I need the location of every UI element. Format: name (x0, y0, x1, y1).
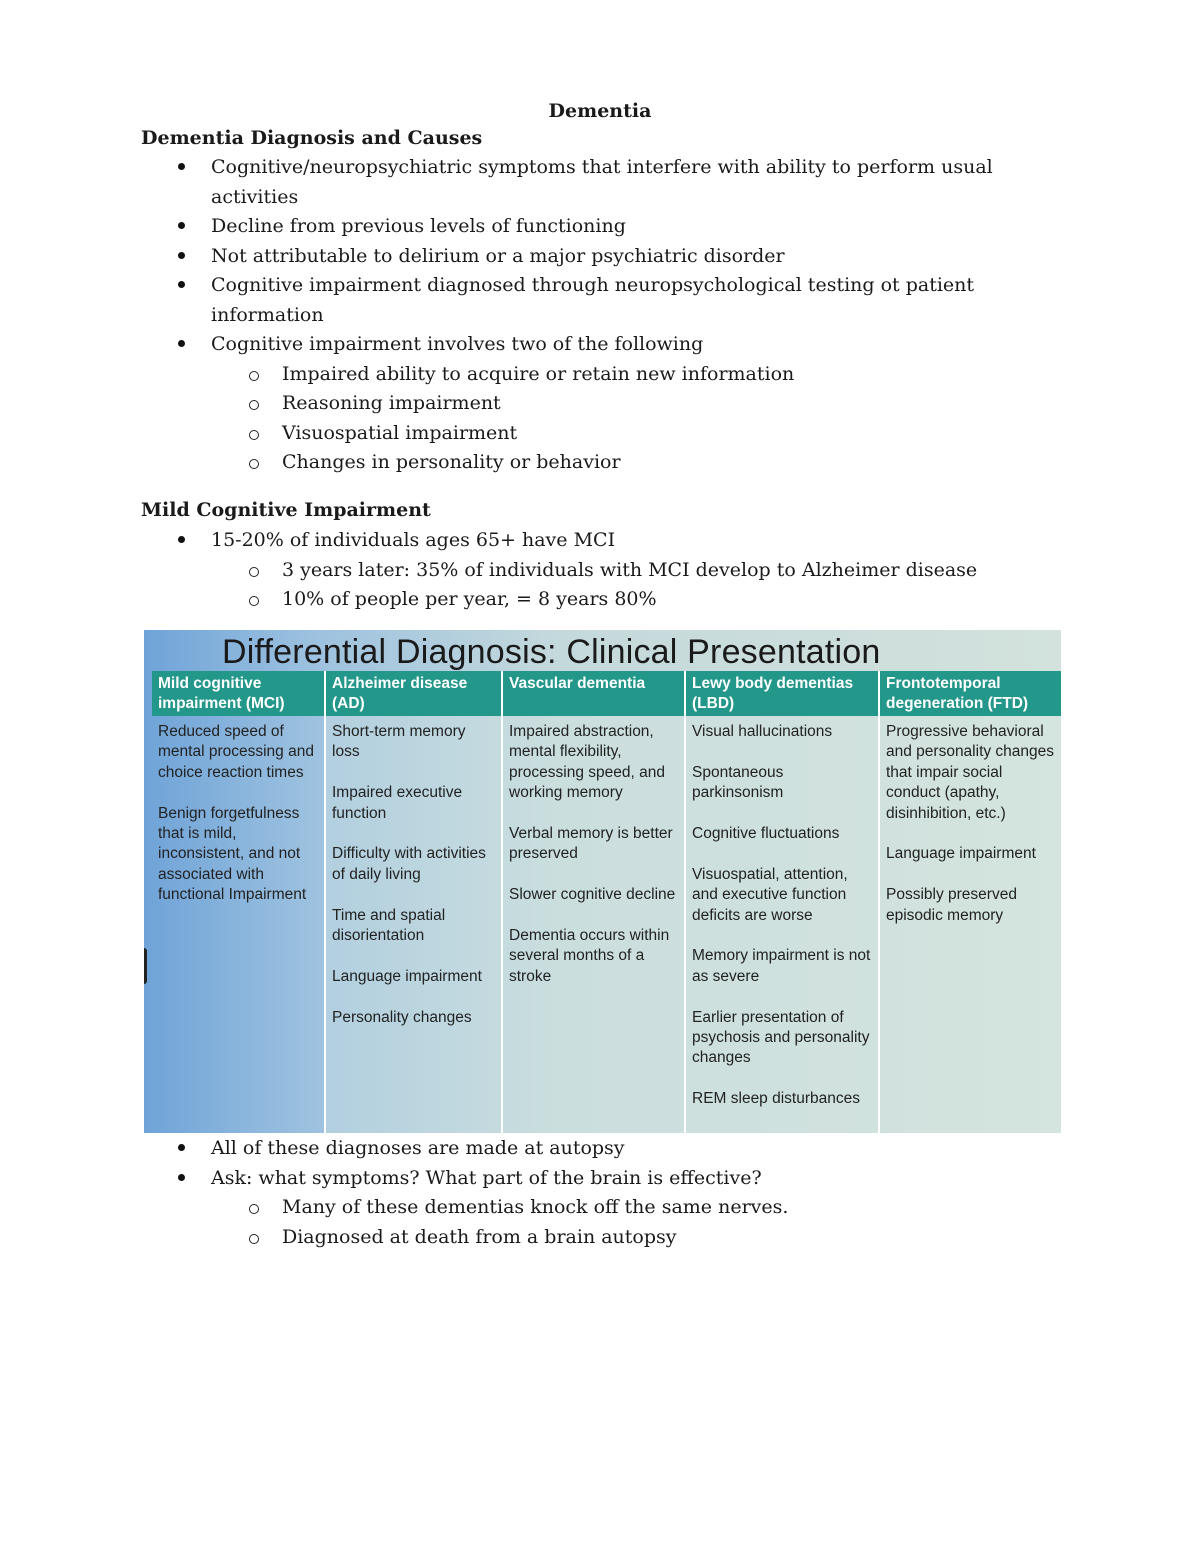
circle-bullet-icon (249, 1204, 259, 1214)
table-cell-item: REM sleep disturbances (692, 1090, 860, 1108)
list-item: Decline from previous levels of functioning (0, 212, 1001, 242)
differential-diagnosis-slide (144, 630, 1061, 1133)
list-item: 15-20% of individuals ages 65+ have MCI (0, 526, 1001, 556)
list-item: Ask: what symptoms? What part of the brain is effective? (0, 1164, 1001, 1194)
circle-bullet-icon (249, 430, 259, 440)
sub-list-item: Impaired ability to acquire or retain new information (0, 360, 1002, 390)
table-cell-item: Earlier presentation of psychosis and personality changes (692, 1008, 870, 1067)
page-title: Dementia (548, 100, 652, 122)
table-cell-item: Progressive behavioral and personality changes that impair social conduct (apathy, disinhibition, etc.) (886, 723, 1055, 822)
diagnosis-bullet-list (0, 153, 1200, 478)
column-ad (326, 716, 503, 1133)
table-cell-item: Reduced speed of mental processing and choice reaction times (158, 723, 314, 781)
table-cell-item: Language impairment (332, 967, 482, 985)
autopsy-bullet-list (0, 1134, 1200, 1252)
bullet-icon (178, 163, 185, 170)
table-cell-item: Cognitive fluctuations (692, 825, 840, 842)
list-item: All of these diagnoses are made at autopsy (0, 1134, 1001, 1164)
sub-list-item: 10% of people per year, = 8 years 80% (0, 585, 1002, 615)
table-cell-item: Possibly preserved episodic memory (886, 886, 1017, 924)
mci-bullet-list (0, 526, 1200, 615)
table-cell-item: Short-term memory loss (332, 723, 466, 761)
list-item: Cognitive/neuropsychiatric symptoms that interfere with ability to perform usual activities (0, 153, 1001, 212)
header-cell-mci: Mild cognitive impairment (MCI) (152, 671, 326, 716)
table-cell-item: Spontaneous parkinsonism (692, 763, 784, 802)
bullet-icon (178, 1144, 185, 1151)
bullet-icon (178, 281, 185, 288)
slide-table-body (152, 716, 1061, 1133)
slide-table-header (152, 671, 1061, 716)
table-cell-item: Impaired abstraction, mental flexibility, processing speed, and working memory (509, 723, 665, 802)
sub-list-item: 3 years later: 35% of individuals with MCI develop to Alzheimer disease (0, 556, 1002, 586)
header-cell-ftd: Frontotemporal degeneration (FTD) (886, 675, 1029, 712)
circle-bullet-icon (249, 371, 259, 381)
table-cell-item: Difficulty with activities of daily living (332, 845, 486, 883)
table-cell-item: Visuospatial, attention, and executive function deficits are worse (692, 865, 848, 924)
section-heading-diagnosis: Dementia Diagnosis and Causes (141, 127, 483, 149)
column-ftd (880, 716, 1061, 1133)
bullet-icon (178, 536, 185, 543)
table-cell-item: Dementia occurs within several months of a stroke (509, 927, 670, 985)
bullet-icon (178, 222, 185, 229)
column-vascular (503, 716, 686, 1133)
table-cell-item: Language impairment (886, 845, 1036, 863)
sub-list-item: Visuospatial impairment (0, 419, 1002, 449)
list-item: Cognitive impairment diagnosed through neuropsychological testing ot patient information (0, 271, 1001, 330)
sub-list-item: Many of these dementias knock off the same nerves. (0, 1193, 1002, 1223)
circle-bullet-icon (249, 567, 259, 577)
table-cell-item: Benign forgetfulness that is mild, inconsistent, and not associated with functional Impairment (158, 804, 307, 904)
table-cell-item: Personality changes (332, 1008, 472, 1026)
sub-list-item: Reasoning impairment (0, 389, 1002, 419)
sub-list-item: Changes in personality or behavior (0, 448, 1002, 478)
table-cell-item: Memory impairment is not as severe (692, 947, 871, 985)
bullet-icon (178, 1174, 185, 1181)
table-cell-item: Verbal memory is better preserved (509, 825, 673, 863)
list-item: Cognitive impairment involves two of the following (0, 330, 1001, 360)
column-mci (152, 716, 326, 1133)
table-cell-item: Time and spatial disorientation (332, 906, 446, 945)
header-cell-lbd: Lewy body dementias (LBD) (686, 671, 880, 716)
slide-edge-mark (144, 948, 147, 984)
circle-bullet-icon (249, 1234, 259, 1244)
table-cell-item: Slower cognitive decline (509, 886, 676, 904)
bullet-icon (178, 252, 185, 259)
slide-title: Differential Diagnosis: Clinical Presentation (222, 633, 881, 671)
column-lbd (686, 716, 880, 1133)
circle-bullet-icon (249, 459, 259, 469)
table-cell-item: Visual hallucinations (692, 723, 833, 740)
circle-bullet-icon (249, 596, 259, 606)
sub-list-item: Diagnosed at death from a brain autopsy (0, 1223, 1002, 1253)
bullet-icon (178, 340, 185, 347)
header-cell-ad: Alzheimer disease (AD) (326, 671, 503, 716)
circle-bullet-icon (249, 400, 259, 410)
header-cell-vascular: Vascular dementia (503, 671, 686, 716)
list-item: Not attributable to delirium or a major psychiatric disorder (0, 242, 1001, 272)
section-heading-mci: Mild Cognitive Impairment (141, 499, 431, 521)
table-cell-item: Impaired executive function (332, 784, 463, 822)
